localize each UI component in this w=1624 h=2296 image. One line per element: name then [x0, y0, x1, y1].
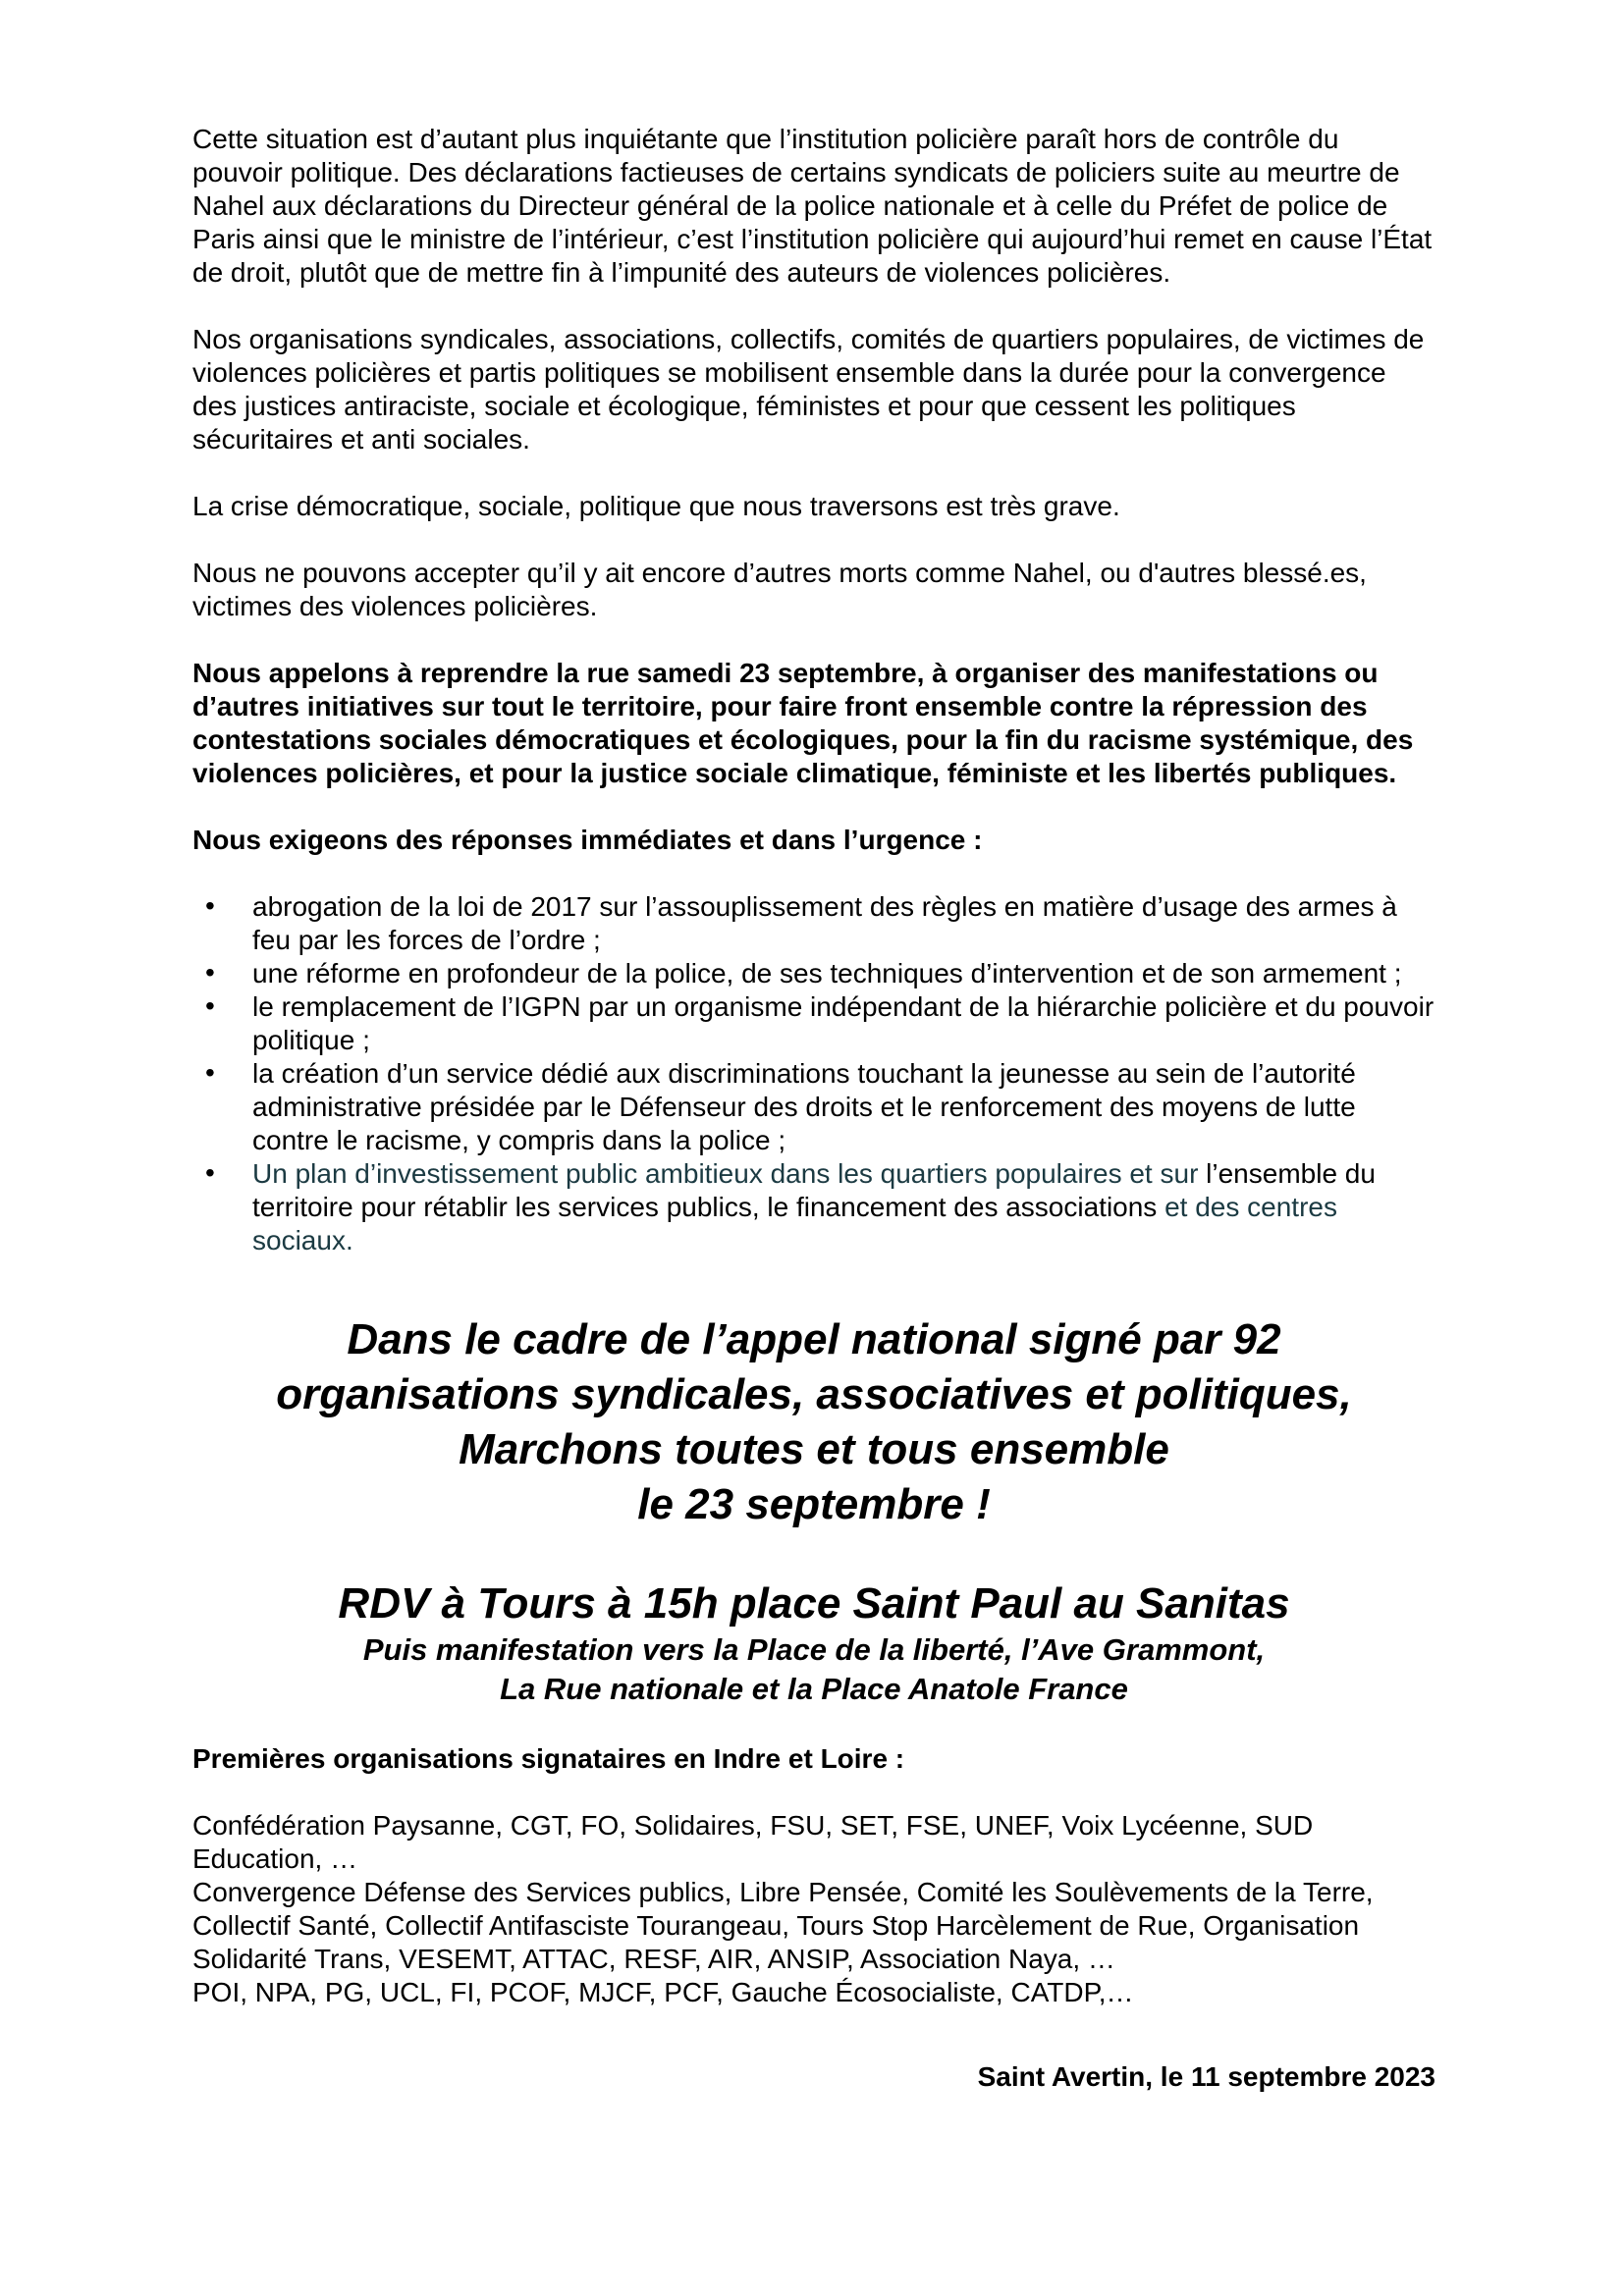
- bullet-icon: •: [205, 890, 215, 921]
- headline-appel-national: [192, 1312, 1435, 1532]
- rdv-route-line: Puis manifestation vers la Place de la liberté, l’Ave Grammont,: [362, 1632, 1266, 1667]
- paragraph-crise: La crise démocratique, sociale, politique que nous traversons est très grave.: [192, 491, 1120, 521]
- list-item-text-accent: et des centres sociaux.: [252, 1192, 1337, 1255]
- list-item-text: une réforme en profondeur de la police, de ses techniques d’intervention et de son armement ;: [252, 958, 1402, 988]
- list-item-text: l’ensemble du territoire pour rétablir les services publics, le financement des associations: [252, 1158, 1376, 1222]
- signatories-group-associations: Convergence Défense des Services publics, Libre Pensée, Comité les Soulèvements de la Terre, Collectif Santé, Collectif Antifasciste Tourangeau, Tours Stop Harcèlement de Rue, Organisation Solidarité Trans, VESEMT, ATTAC, RESF, AIR, ANSIP, Association Naya, …: [192, 1877, 1374, 1974]
- headline-line: organisations syndicales, associatives et politiques,: [276, 1370, 1352, 1418]
- rdv-route-line: La Rue nationale et la Place Anatole France: [500, 1672, 1128, 1706]
- demands-list: [192, 890, 1435, 1257]
- list-item-text: la création d’un service dédié aux discriminations touchant la jeunesse au sein de l’autorité administrative présidée par le Défenseur des droits et le renforcement des moyens de lutte contre le racisme, y compris dans la police ;: [252, 1058, 1356, 1155]
- signatories-group-syndicats: Confédération Paysanne, CGT, FO, Solidaires, FSU, SET, FSE, UNEF, Voix Lycéenne, SUD Education, …: [192, 1810, 1314, 1874]
- paragraph-appel-23-septembre: Nous appelons à reprendre la rue samedi 23 septembre, à organiser des manifestations ou d’autres initiatives sur tout le territoire, pour faire front ensemble contre la répression des contestations sociales démocratiques et écologiques, pour la fin du racisme systémique, des violences policières, et pour la justice sociale climatique, féministe et les libertés publiques.: [192, 658, 1414, 788]
- list-item-abrogation-loi-2017: [192, 890, 1435, 957]
- headline-line: Dans le cadre de l’appel national signé par 92: [347, 1315, 1281, 1363]
- bullet-icon: •: [205, 957, 215, 988]
- signatories-group-partis: POI, NPA, PG, UCL, FI, PCOF, MJCF, PCF, Gauche Écosocialiste, CATDP,…: [192, 1977, 1134, 2007]
- dateline: Saint Avertin, le 11 septembre 2023: [977, 2061, 1435, 2092]
- paragraph-situation: Cette situation est d’autant plus inquiétante que l’institution policière paraît hors de contrôle du pouvoir politique. Des déclarations factieuses de certains syndicats de policiers suite au meurtre de Nahel aux déclarations du Directeur général de la police nationale et à celle du Préfet de police de Paris ainsi que le ministre de l’intérieur, c’est l’institution policière qui aujourd’hui remet en cause l’État de droit, plutôt que de mettre fin à l’impunité des auteurs de violences policières.: [192, 124, 1433, 288]
- rdv-title: RDV à Tours à 15h place Saint Paul au Sanitas: [338, 1579, 1290, 1628]
- headline-line: Marchons toutes et tous ensemble: [459, 1425, 1169, 1473]
- list-item-text: abrogation de la loi de 2017 sur l’assouplissement des règles en matière d’usage des armes à feu par les forces de l’ordre ;: [252, 891, 1397, 955]
- paragraph-organisations: Nos organisations syndicales, associations, collectifs, comités de quartiers populaires, de victimes de violences policières et partis politiques se mobilisent ensemble dans la durée pour la convergence des justices antiraciste, sociale et écologique, féministes et pour que cessent les politiques sécuritaires et anti sociales.: [192, 324, 1425, 454]
- list-item-service-discriminations: [192, 1057, 1435, 1157]
- list-item-remplacement-igpn: [192, 990, 1435, 1057]
- list-item-reforme-police: [192, 957, 1435, 990]
- signatories-heading: Premières organisations signataires en Indre et Loire :: [192, 1743, 905, 1774]
- list-item-plan-investissement: [192, 1157, 1435, 1257]
- paragraph-nahel: Nous ne pouvons accepter qu’il y ait encore d’autres morts comme Nahel, ou d'autres blessé.es, victimes des violences policières.: [192, 558, 1367, 621]
- list-item-text: le remplacement de l’IGPN par un organisme indépendant de la hiérarchie policière et du pouvoir politique ;: [252, 991, 1435, 1055]
- headline-line: le 23 septembre !: [637, 1480, 991, 1528]
- bullet-icon: •: [205, 1057, 215, 1088]
- list-item-text-accent: Un plan d’investissement public ambitieux dans les quartiers populaires et sur: [252, 1158, 1199, 1189]
- demands-intro: Nous exigeons des réponses immédiates et dans l’urgence :: [192, 825, 983, 855]
- bullet-icon: •: [205, 990, 215, 1021]
- bullet-icon: •: [205, 1157, 215, 1188]
